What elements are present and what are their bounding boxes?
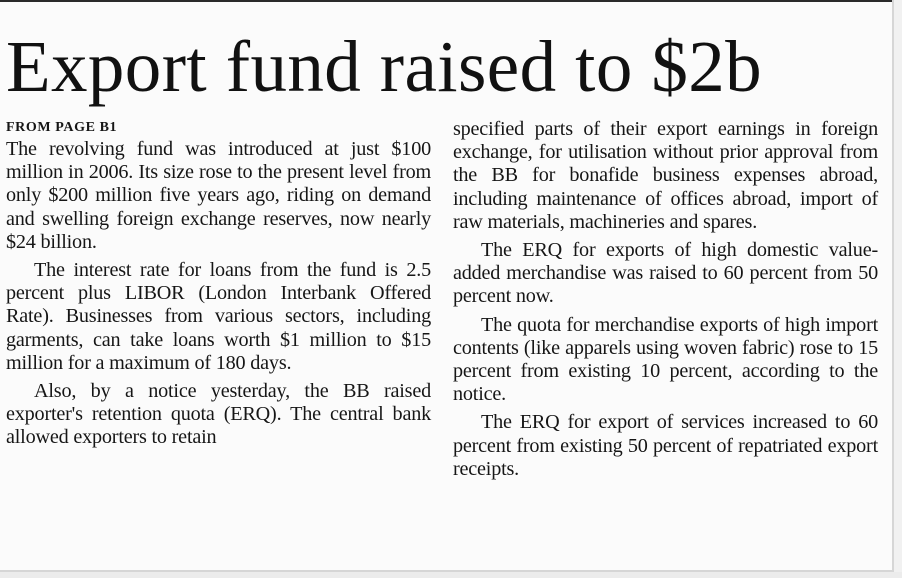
- paragraph-domestic-value-added: The ERQ for exports of high domestic value-added merchandise was raised to 60 percent from 50 percent now.: [453, 239, 878, 308]
- paragraph-services-erq: The ERQ for export of services increased to 60 percent from existing 50 percent of repatriated export receipts.: [453, 411, 878, 480]
- left-column: [6, 118, 431, 450]
- paragraph-fund-intro: The revolving fund was introduced at just $100 million in 2006. Its size rose to the present level from only $200 million five years ago, riding on demand and swelling foreign exchange reserves, now nearly $24 billion.: [6, 138, 431, 253]
- headline: Export fund raised to $2b: [6, 26, 763, 107]
- paragraph-interest-rate: The interest rate for loans from the fund is 2.5 percent plus LIBOR (London Interbank Offered Rate). Businesses from various sectors, including garments, can take loans worth $1 million to $15 million for a maximum of 180 days.: [6, 259, 431, 374]
- paragraph-export-earnings: specified parts of their export earnings in foreign exchange, for utilisation without prior approval from the BB for bonafide business expenses abroad, including maintenance of offices abroad, import of raw materials, machineries and spares.: [453, 118, 878, 233]
- bottom-margin: [0, 572, 902, 578]
- paragraph-erq-notice: Also, by a notice yesterday, the BB raised exporter's retention quota (ERQ). The central bank allowed exporters to retain: [6, 380, 431, 449]
- top-rule: [0, 0, 892, 2]
- from-page-label: FROM PAGE B1: [6, 120, 118, 135]
- paragraph-import-contents: The quota for merchandise exports of high import contents (like apparels using woven fabric) rose to 15 percent from existing 10 percent, according to the notice.: [453, 313, 878, 406]
- right-column: [453, 118, 878, 481]
